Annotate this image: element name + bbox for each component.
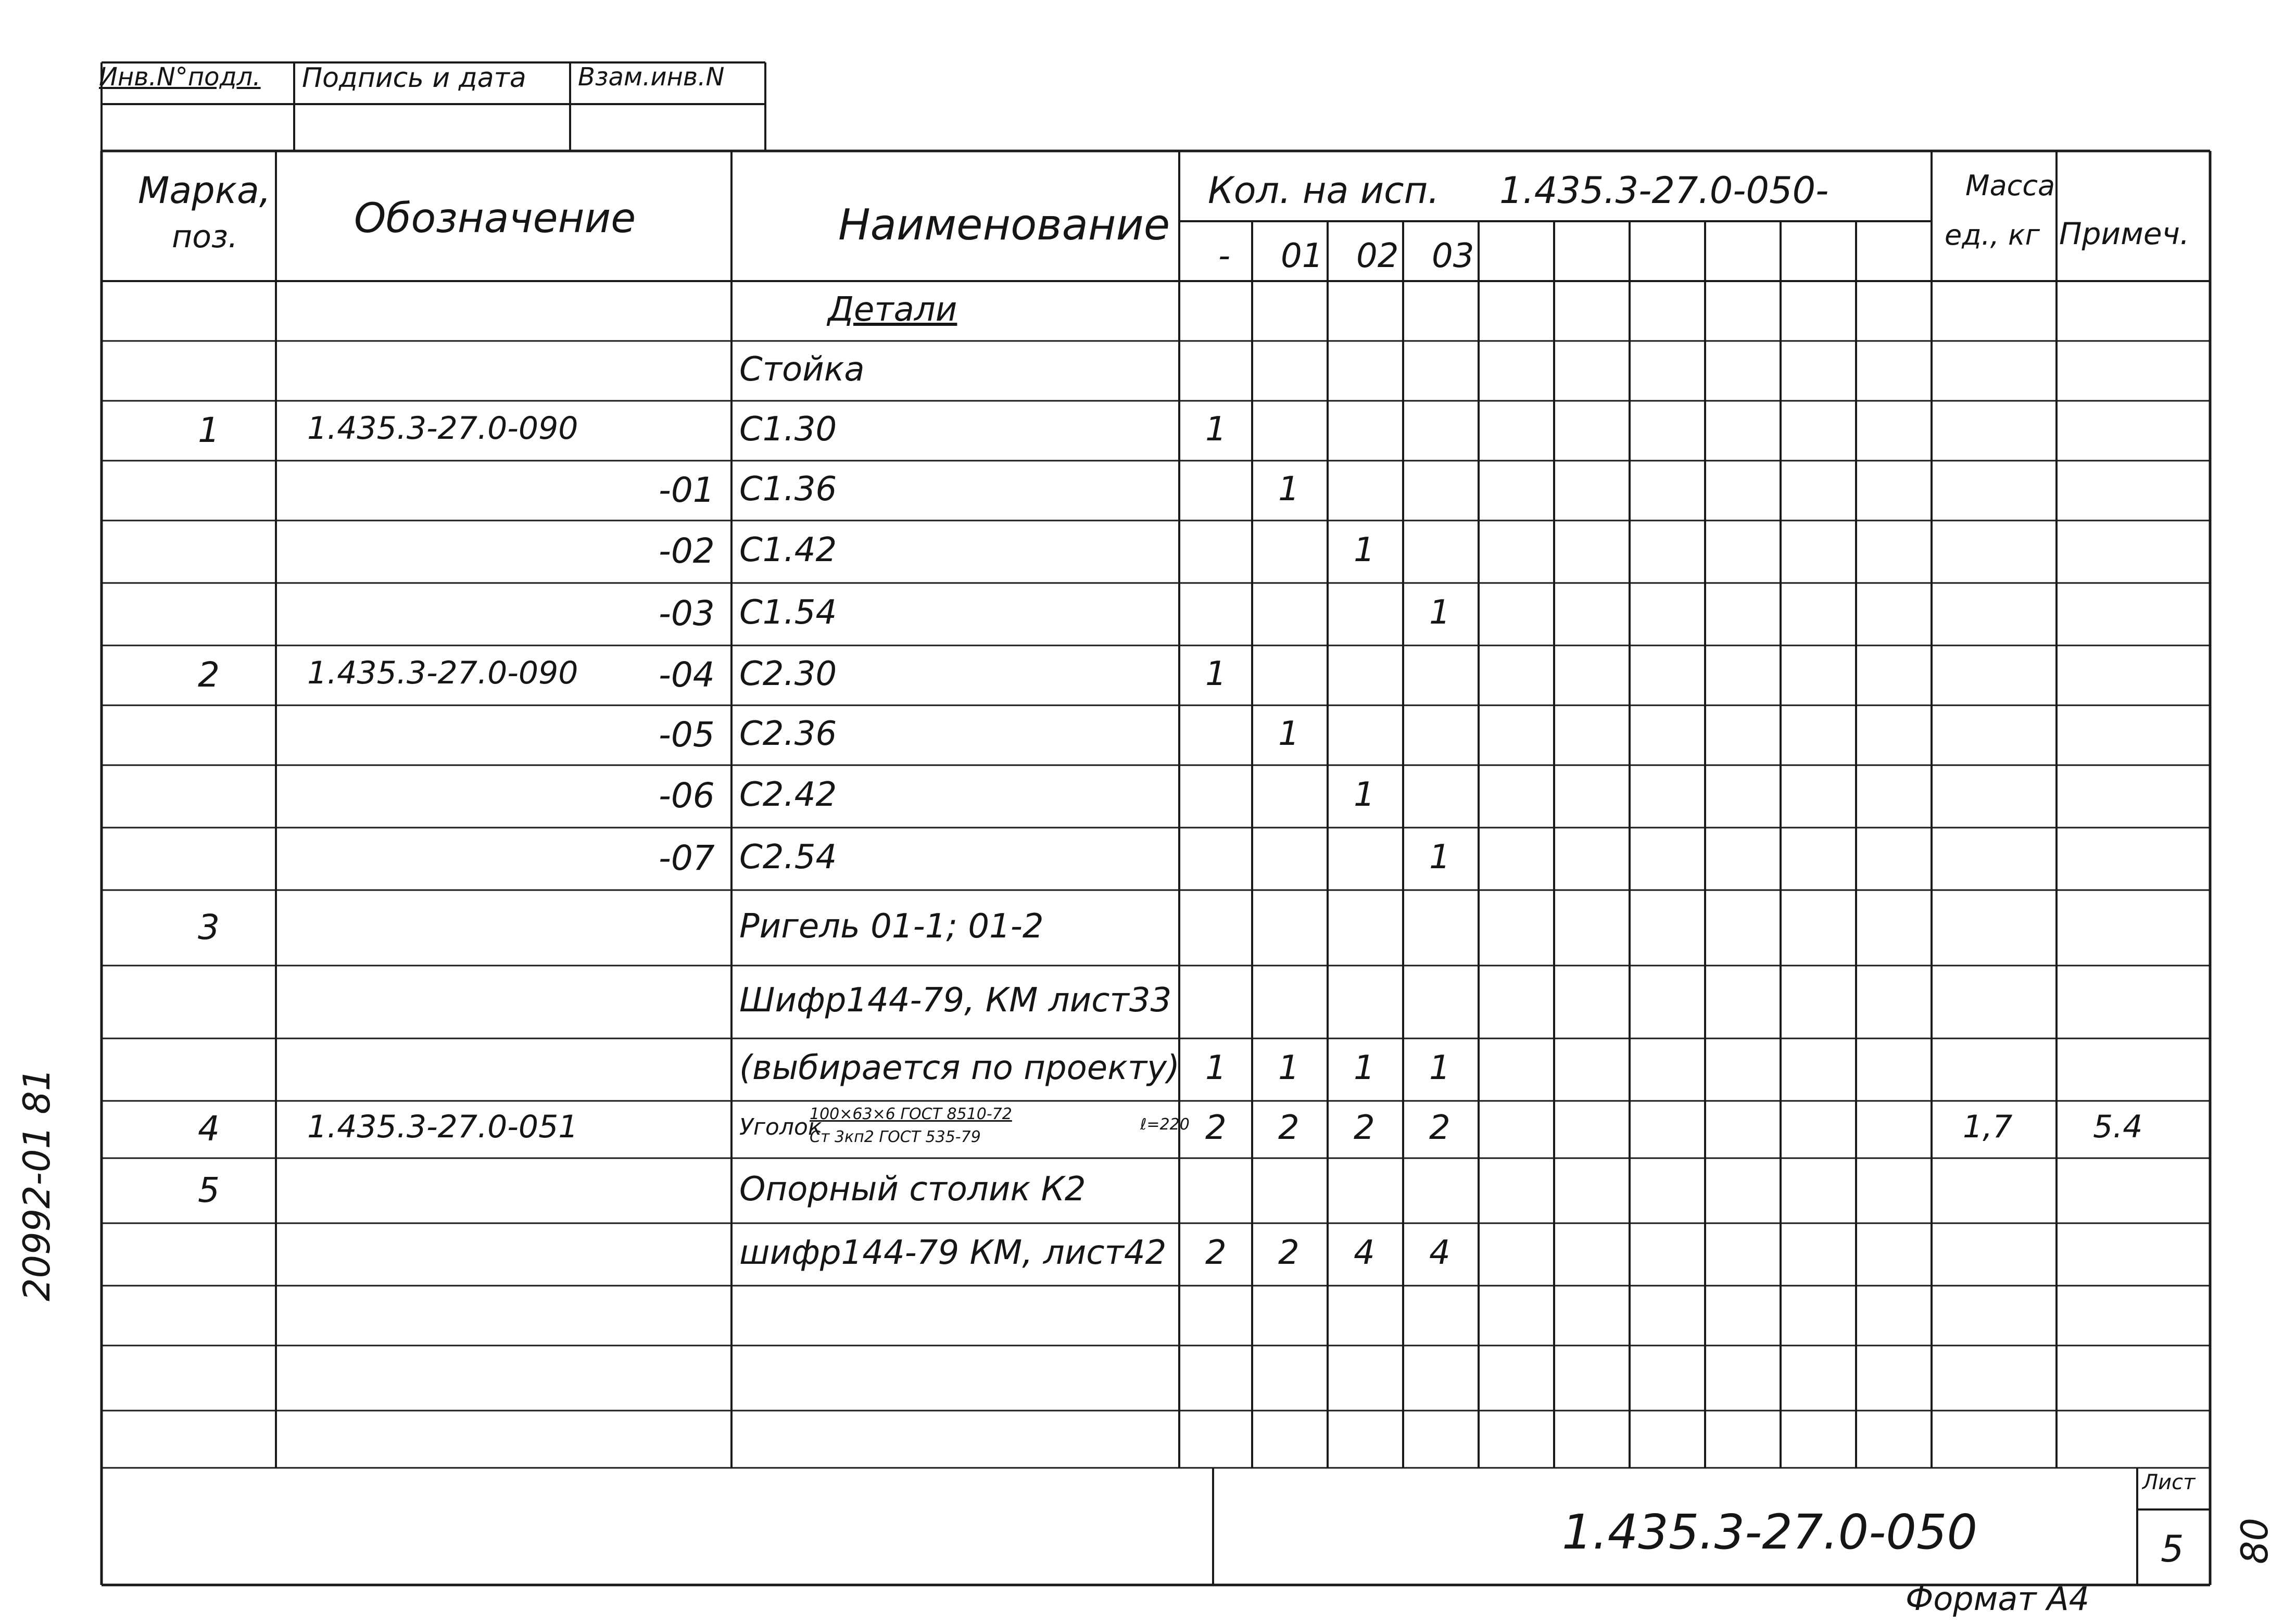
- row-quantity: 1: [1354, 531, 1375, 569]
- variant-header: 01: [1281, 237, 1323, 275]
- row-name: С2.54: [739, 838, 837, 877]
- row-quantity: 1: [1354, 776, 1375, 814]
- row-quantity: 1: [1205, 1049, 1227, 1087]
- row-quantity: 1: [1205, 410, 1227, 449]
- format-label: Формат А4: [1906, 1580, 2090, 1618]
- sheet-label: Лист: [2142, 1470, 2196, 1494]
- row-name: Опорный столик К2: [739, 1170, 1086, 1209]
- row-quantity: 2: [1278, 1109, 1300, 1147]
- row-quantity: 1: [1429, 838, 1450, 877]
- row-quantity: 4: [1354, 1234, 1375, 1272]
- row-name: С1.42: [739, 531, 837, 569]
- mark-header-line2: поз.: [172, 219, 238, 255]
- inventory-number-label: Инв.N°подл.: [99, 62, 261, 92]
- row-quantity: 1: [1278, 1049, 1300, 1087]
- row-mark: 3: [198, 907, 220, 947]
- row-quantity: 1: [1278, 714, 1300, 753]
- row-quantity: 1: [1429, 1049, 1450, 1087]
- name-header: Наименование: [838, 200, 1170, 250]
- quantity-header-label: Кол. на исп.: [1208, 169, 1440, 212]
- row-quantity: 2: [1429, 1109, 1450, 1147]
- row-quantity: 4: [1429, 1234, 1450, 1272]
- row-quantity: 1: [1429, 593, 1450, 632]
- row-designation: 1.435.3-27.0-090: [307, 654, 578, 691]
- row-designation: 1.435.3-27.0-090: [307, 410, 578, 447]
- row-designation-suffix: -01: [659, 470, 715, 510]
- variant-header: 02: [1356, 237, 1399, 275]
- corner-number: 80: [2234, 1517, 2276, 1564]
- side-stamp-text: 20992-01 81: [16, 1068, 58, 1301]
- row-designation-suffix: -03: [659, 593, 715, 633]
- row-designation-suffix: -06: [659, 776, 715, 816]
- row-mark: 2: [198, 654, 220, 695]
- row-designation-suffix: -07: [659, 838, 715, 878]
- row-name-fraction-bottom: Ст 3кп2 ГОСТ 535-79: [810, 1128, 981, 1146]
- row-name-fraction-top: 100×63×6 ГОСТ 8510-72: [810, 1105, 1012, 1123]
- sheet-number: 5: [2161, 1528, 2184, 1570]
- row-name: Стойка: [739, 350, 865, 389]
- mass-header-line2: ед., кг: [1945, 219, 2040, 251]
- row-quantity: 2: [1278, 1234, 1300, 1272]
- row-name-tail: ℓ=220: [1140, 1115, 1190, 1134]
- quantity-header-document: 1.435.3-27.0-050-: [1499, 169, 1829, 212]
- row-quantity: 2: [1205, 1109, 1227, 1147]
- interchange-inventory-label: Взам.инв.N: [578, 62, 725, 92]
- row-designation-suffix: -02: [659, 531, 715, 571]
- row-name: Уголок: [739, 1114, 822, 1140]
- row-designation: 1.435.3-27.0-051: [307, 1109, 578, 1145]
- row-mark: 1: [198, 410, 220, 450]
- row-quantity: 2: [1205, 1234, 1227, 1272]
- row-designation-suffix: -04: [659, 654, 715, 695]
- mark-header-line1: Марка,: [138, 169, 271, 212]
- row-name: С1.36: [739, 470, 837, 509]
- row-quantity: 2: [1354, 1109, 1375, 1147]
- note-header: Примеч.: [2059, 216, 2190, 251]
- row-designation-suffix: -05: [659, 714, 715, 755]
- row-name: Ригель 01-1; 01-2: [739, 907, 1044, 946]
- row-note: 5.4: [2093, 1109, 2143, 1145]
- document-code: 1.435.3-27.0-050: [1562, 1504, 1977, 1560]
- variant-header: -: [1218, 237, 1231, 275]
- row-name: шифр144-79 КМ, лист42: [739, 1234, 1167, 1272]
- row-name: С2.30: [739, 654, 837, 693]
- row-name: С2.36: [739, 714, 837, 753]
- row-name: С2.42: [739, 776, 837, 814]
- designation-header: Обозначение: [354, 195, 636, 242]
- row-quantity: 1: [1205, 654, 1227, 693]
- side-stamp: [16, 781, 68, 1301]
- row-mark: 4: [198, 1109, 220, 1149]
- row-name: С1.54: [739, 593, 837, 632]
- mass-header-line1: Масса: [1965, 169, 2055, 202]
- row-name: С1.30: [739, 410, 837, 449]
- row-quantity: 1: [1278, 470, 1300, 509]
- row-name: (выбирается по проекту): [739, 1049, 1180, 1087]
- row-name: Шифр144-79, КМ лист33: [739, 981, 1172, 1020]
- signature-date-label: Подпись и дата: [302, 62, 526, 94]
- row-quantity: 1: [1354, 1049, 1375, 1087]
- row-name: Детали: [828, 290, 957, 329]
- row-mark: 5: [198, 1170, 220, 1210]
- variant-header: 03: [1432, 237, 1474, 275]
- row-mass: 1,7: [1963, 1109, 2013, 1145]
